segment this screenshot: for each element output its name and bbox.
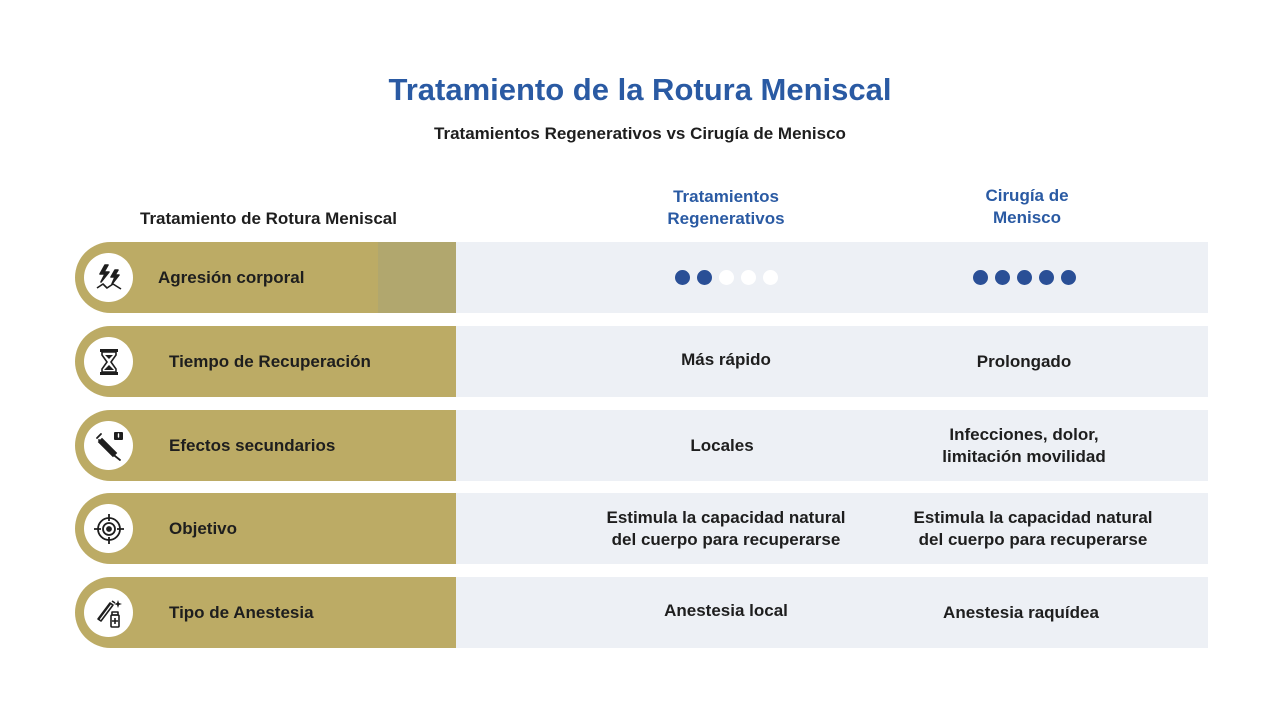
- lightning-body-icon: [84, 253, 133, 302]
- rating-dot-filled: [1061, 270, 1076, 285]
- rating-dot-empty: [763, 270, 778, 285]
- rating-dot-filled: [1039, 270, 1054, 285]
- hourglass-icon: [84, 337, 133, 386]
- row-efectos-secundarios: [75, 410, 1208, 481]
- row-label: Efectos secundarios: [169, 435, 336, 455]
- cell-regenerativos: Más rápido: [681, 349, 771, 369]
- rating-dot-filled: [697, 270, 712, 285]
- cell-regenerativos: Estimula la capacidad natural del cuerpo para recuperarse: [606, 507, 846, 549]
- row-label: Agresión corporal: [158, 267, 305, 287]
- row-label-accent: [378, 242, 456, 313]
- row-label: Tiempo de Recuperación: [169, 351, 371, 371]
- row-label: Tipo de Anestesia: [169, 602, 314, 622]
- row-agresion-corporal: [75, 242, 1208, 313]
- rating-dot-filled: [973, 270, 988, 285]
- rating-cirugia: [875, 242, 1173, 313]
- header-left: Tratamiento de Rotura Meniscal: [140, 209, 397, 228]
- cell-cirugia: Anestesia raquídea: [943, 602, 1099, 622]
- syringe-alert-icon: [84, 421, 133, 470]
- target-icon: [84, 504, 133, 553]
- rating-dot-filled: [995, 270, 1010, 285]
- cell-regenerativos: Anestesia local: [664, 600, 788, 620]
- header-col-cirugia: Cirugía de Menisco: [985, 186, 1069, 227]
- rating-dot-filled: [1017, 270, 1032, 285]
- rating-dot-empty: [741, 270, 756, 285]
- anesthesia-vial-icon: [84, 588, 133, 637]
- page-subtitle: Tratamientos Regenerativos vs Cirugía de Menisco: [434, 124, 846, 143]
- rating-dot-filled: [675, 270, 690, 285]
- cell-regenerativos: Locales: [690, 435, 754, 455]
- cell-cirugia: Estimula la capacidad natural del cuerpo para recuperarse: [913, 507, 1153, 549]
- row-tipo-anestesia: [75, 577, 1208, 648]
- rating-regenerativos: [575, 242, 877, 313]
- page-title: Tratamiento de la Rotura Meniscal: [388, 72, 892, 107]
- row-label: Objetivo: [169, 518, 238, 538]
- cell-cirugia: Prolongado: [976, 351, 1072, 371]
- rating-dot-empty: [719, 270, 734, 285]
- header-col-regenerativos: Tratamientos Regenerativos: [667, 187, 785, 228]
- row-tiempo-recuperacion: [75, 326, 1208, 397]
- cell-cirugia: Infecciones, dolor, limitación movilidad: [942, 424, 1106, 466]
- row-objetivo: [75, 493, 1208, 564]
